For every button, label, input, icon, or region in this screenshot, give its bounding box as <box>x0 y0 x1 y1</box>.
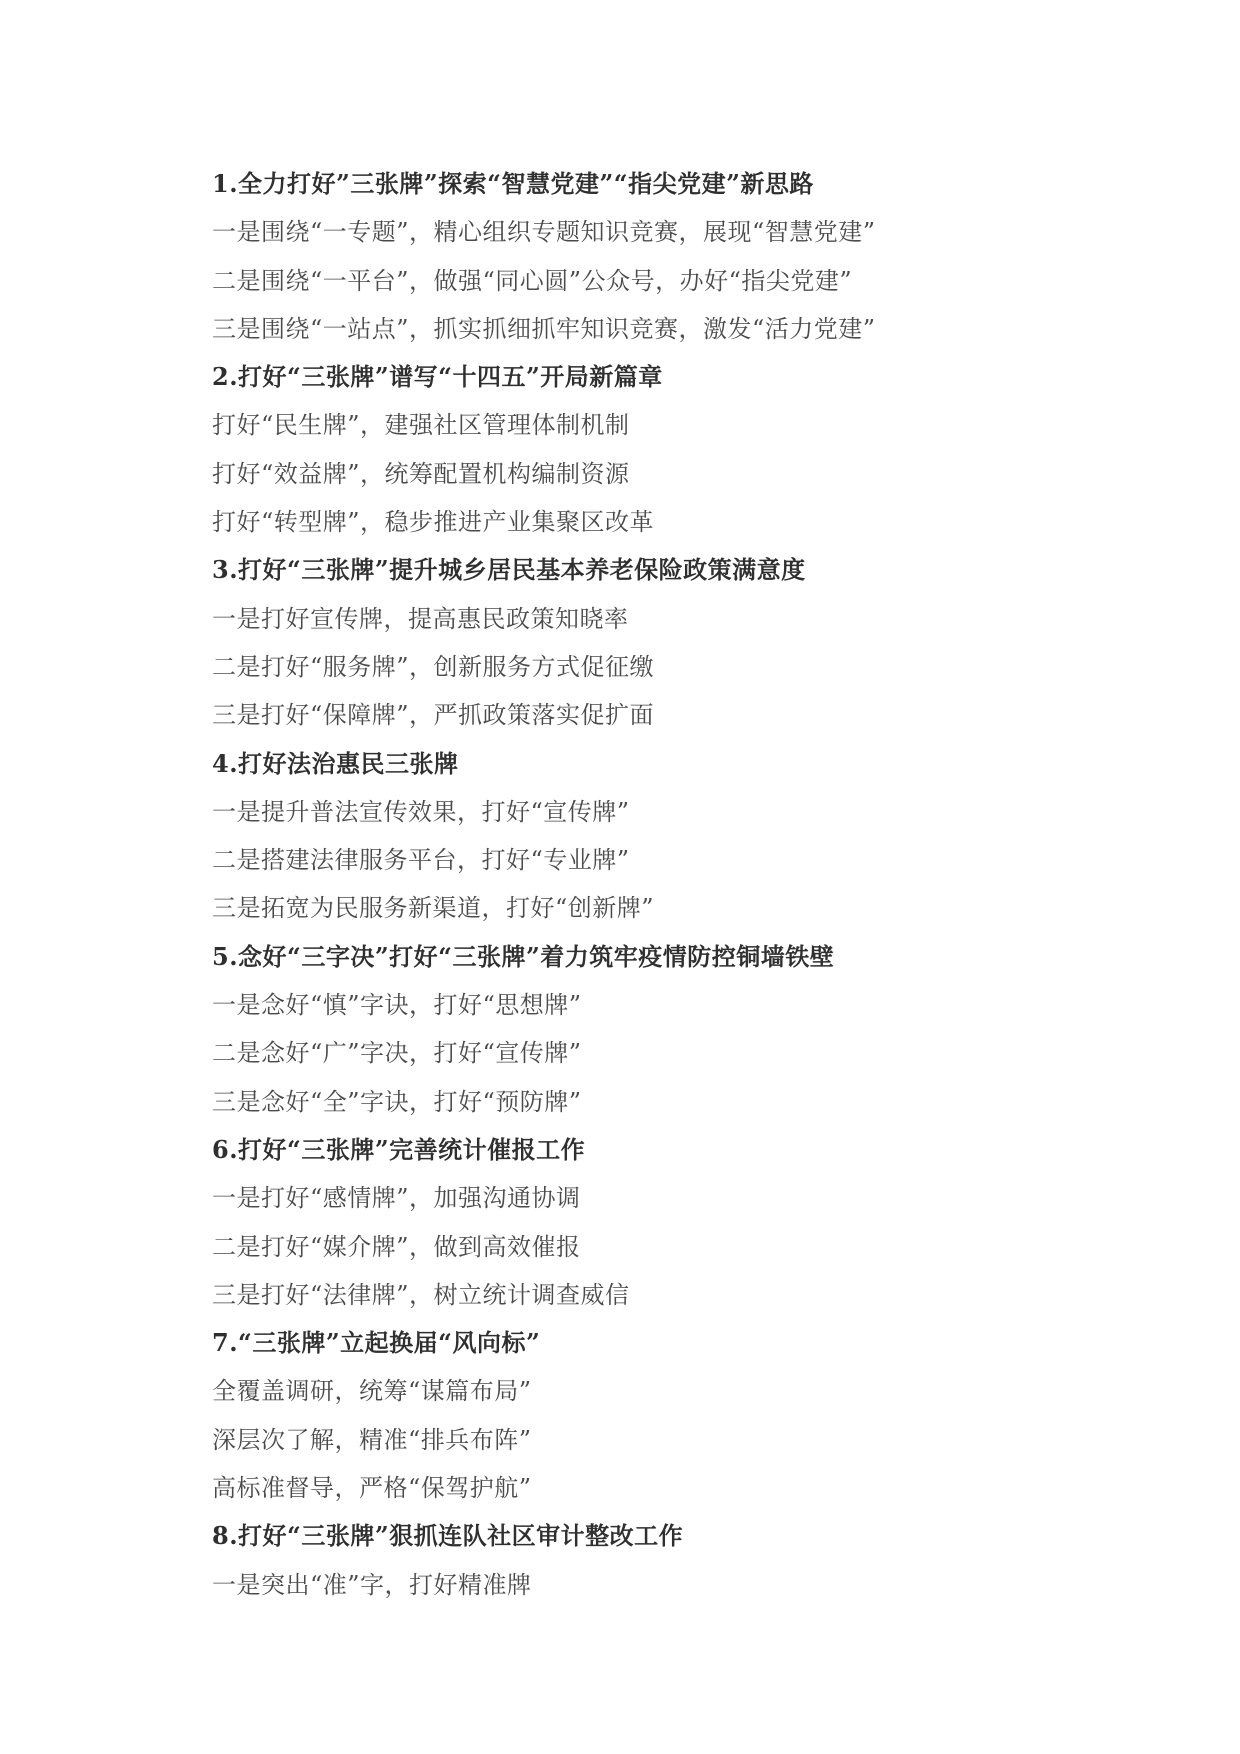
section-heading: 2.打好“三张牌”谱写“十四五”开局新篇章 <box>212 362 663 392</box>
list-item: 一是念好“慎”字诀，打好“思想牌” <box>212 991 582 1020</box>
list-item: 高标准督导，严格“保驾护航” <box>212 1474 532 1503</box>
section-heading: 8.打好“三张牌”狠抓连队社区审计整改工作 <box>212 1521 684 1551</box>
document-body <box>212 160 1032 1609</box>
list-item: 二是打好“媒介牌”，做到高效催报 <box>212 1232 581 1261</box>
list-item: 二是念好“广”字决，打好“宣传牌” <box>212 1039 582 1068</box>
list-item: 一是打好“感情牌”，加强沟通协调 <box>212 1184 581 1213</box>
list-item: 一是提升普法宣传效果，打好“宣传牌” <box>212 797 630 826</box>
list-item: 二是搭建法律服务平台，打好“专业牌” <box>212 846 630 875</box>
section-heading: 1.全力打好”三张牌”探索“智慧党建”“指尖党建”新思路 <box>212 169 814 198</box>
section-heading: 5.念好“三字决”打好“三张牌”着力筑牢疫情防控铜墙铁壁 <box>212 941 835 971</box>
list-item: 二是围绕“一平台”，做强“同心圆”公众号，办好“指尖党建” <box>212 266 853 295</box>
section-heading: 3.打好“三张牌”提升城乡居民基本养老保险政策满意度 <box>212 555 806 585</box>
list-item: 打好“效益牌”，统筹配置机构编制资源 <box>212 459 630 488</box>
list-item: 三是拓宽为民服务新渠道，打好“创新牌” <box>212 894 655 923</box>
section-heading: 4.打好法治惠民三张牌 <box>212 748 459 778</box>
list-item: 三是念好“全”字诀，打好“预防牌” <box>212 1087 582 1116</box>
list-item: 三是围绕“一站点”，抓实抓细抓牢知识竞赛，激发“活力党建” <box>212 314 876 343</box>
list-item: 深层次了解，精准“排兵布阵” <box>212 1425 532 1454</box>
list-item: 全覆盖调研，统筹“谋篇布局” <box>212 1377 532 1406</box>
section-heading: 6.打好“三张牌”完善统计催报工作 <box>212 1134 586 1164</box>
list-item: 三是打好“保障牌”，严抓政策落实促扩面 <box>212 701 655 730</box>
list-item: 一是围绕“一专题”，精心组织专题知识竞赛，展现“智慧党建” <box>212 218 876 247</box>
list-item: 三是打好“法律牌”，树立统计调查威信 <box>212 1280 630 1309</box>
list-item: 一是突出“准”字，打好精准牌 <box>212 1570 532 1599</box>
section-heading: 7.“三张牌”立起换届“风向标” <box>212 1328 541 1358</box>
list-item: 打好“民生牌”，建强社区管理体制机制 <box>212 411 630 440</box>
list-item: 打好“转型牌”，稳步推进产业集聚区改革 <box>212 508 655 537</box>
list-item: 二是打好“服务牌”，创新服务方式促征缴 <box>212 652 655 681</box>
list-item: 一是打好宣传牌，提高惠民政策知晓率 <box>212 604 629 633</box>
